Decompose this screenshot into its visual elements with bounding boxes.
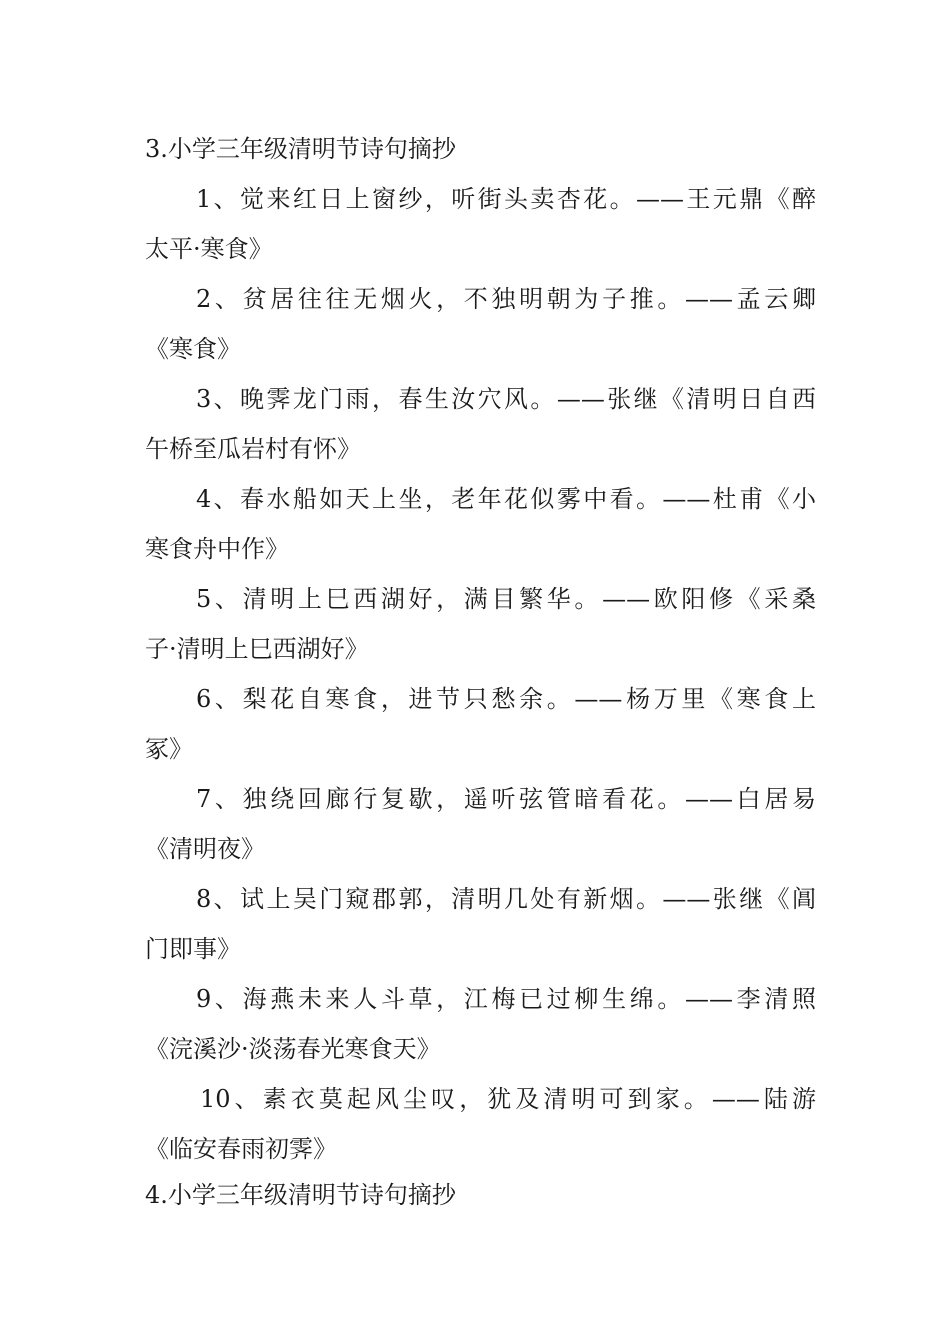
poem-7-line-1: 7、独绕回廊行复歇，遥听弦管暗看花。——白居易 bbox=[196, 785, 816, 813]
poem-3-line-2: 午桥至瓜岩村有怀》 bbox=[145, 435, 361, 463]
section-heading-3: 3.小学三年级清明节诗句摘抄 bbox=[145, 135, 456, 163]
poem-7-line-2: 《清明夜》 bbox=[145, 835, 265, 863]
poem-10-line-2: 《临安春雨初霁》 bbox=[145, 1135, 337, 1163]
section-heading-4: 4.小学三年级清明节诗句摘抄 bbox=[145, 1181, 456, 1209]
poem-10-line-1: 10、素衣莫起风尘叹，犹及清明可到家。——陆游 bbox=[200, 1085, 816, 1113]
poem-8-line-1: 8、试上吴门窥郡郭，清明几处有新烟。——张继《阊 bbox=[196, 885, 816, 913]
poem-1-line-2: 太平·寒食》 bbox=[145, 235, 273, 263]
poem-3-line-1: 3、晚霁龙门雨，春生汝穴风。——张继《清明日自西 bbox=[196, 385, 816, 413]
poem-6-line-2: 冢》 bbox=[145, 735, 193, 763]
poem-8-line-2: 门即事》 bbox=[145, 935, 241, 963]
poem-9-line-2: 《浣溪沙·淡荡春光寒食天》 bbox=[145, 1035, 441, 1063]
poem-2-line-1: 2、贫居往往无烟火，不独明朝为子推。——孟云卿 bbox=[196, 285, 816, 313]
poem-5-line-1: 5、清明上巳西湖好，满目繁华。——欧阳修《采桑 bbox=[196, 585, 816, 613]
poem-4-line-1: 4、春水船如天上坐，老年花似雾中看。——杜甫《小 bbox=[196, 485, 816, 513]
poem-4-line-2: 寒食舟中作》 bbox=[145, 535, 289, 563]
poem-2-line-2: 《寒食》 bbox=[145, 335, 241, 363]
poem-1-line-1: 1、觉来红日上窗纱，听街头卖杏花。——王元鼎《醉 bbox=[196, 185, 816, 213]
poem-6-line-1: 6、梨花自寒食，进节只愁余。——杨万里《寒食上 bbox=[196, 685, 816, 713]
poem-5-line-2: 子·清明上巳西湖好》 bbox=[145, 635, 369, 663]
poem-9-line-1: 9、海燕未来人斗草，江梅已过柳生绵。——李清照 bbox=[196, 985, 816, 1013]
